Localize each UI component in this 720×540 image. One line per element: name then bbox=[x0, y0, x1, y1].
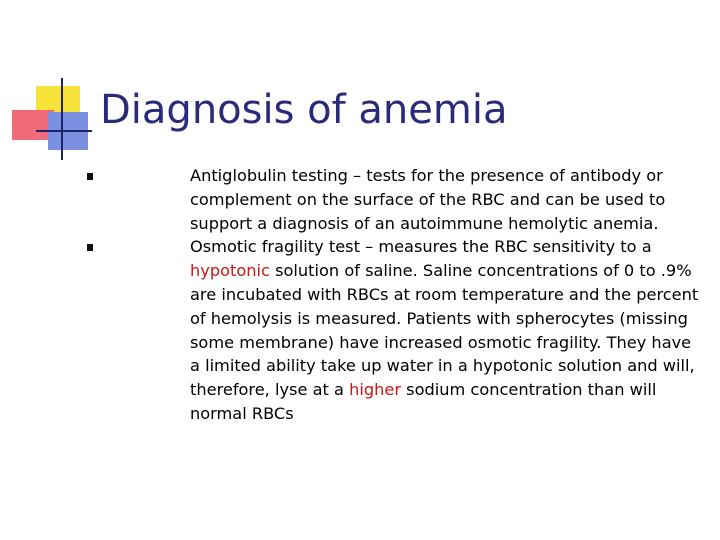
bullet-text-part: solution of saline. Saline concentrations of 0 to .9% are incubated with RBCs at room temperature and the percent of hemolysis is measured. Patients with spherocytes (missing some membrane) have increased osmotic fragility. They have a limited ability take up water in a hypotonic solution and will, therefore, lyse at a bbox=[190, 261, 699, 400]
bullet-text-part: Osmotic fragility test – measures the RBC sensitivity to a bbox=[190, 237, 652, 257]
bullet-text: Antiglobulin testing – tests for the presence of antibody or complement on the surface of the RBC and can be used to support a diagnosis of an autoimmune hemolytic anemia. bbox=[190, 166, 666, 233]
logo-horizontal-line bbox=[36, 130, 92, 132]
bullet-list bbox=[72, 164, 704, 426]
highlight-hypotonic: hypotonic bbox=[190, 261, 270, 281]
square-bullet-icon bbox=[87, 173, 93, 180]
bullet-item-osmotic-fragility bbox=[72, 235, 704, 425]
title-logo-graphic bbox=[0, 0, 110, 170]
bullet-text bbox=[190, 235, 704, 425]
square-bullet-icon bbox=[87, 244, 93, 251]
bullet-item-antiglobulin bbox=[72, 164, 704, 235]
bullet-text-part: sodium concentration than will normal RBCs bbox=[190, 380, 657, 423]
slide-title: Diagnosis of anemia bbox=[100, 87, 508, 133]
logo-vertical-line bbox=[61, 78, 63, 160]
highlight-higher: higher bbox=[349, 380, 401, 400]
